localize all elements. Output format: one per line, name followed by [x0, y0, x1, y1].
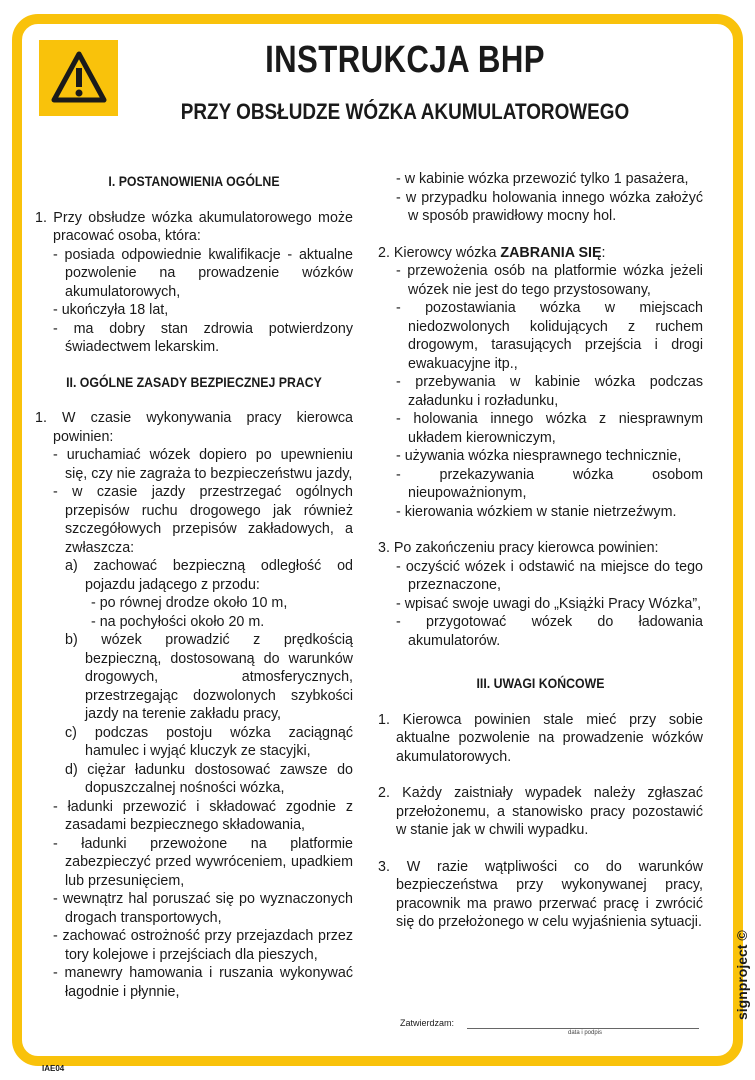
list-item: 3. Po zakończeniu pracy kierowca powinien:: [378, 540, 659, 556]
warning-box: [39, 40, 118, 116]
list-item: 3. W razie wątpliwości co do warunków bezpieczeństwa przy wykonywanej pracy, pracownik ma prawo przerwać pracę i zwrócić się do przełożonego w celu wyjaśnienia sytuacji.: [378, 858, 703, 930]
approve-label: Zatwierdzam:: [400, 1018, 455, 1028]
list-item: 1. Przy obsłudze wózka akumulatorowego może pracować osoba, która:: [35, 209, 353, 244]
list-item: - zachować ostrożność przy przejazdach przez tory kolejowe i przejściach dla pieszych,: [53, 928, 353, 963]
list-item: - przygotować wózek do ładowania akumulatorów.: [396, 614, 703, 649]
list-item: - posiada odpowiednie kwalifikacje - aktualne pozwolenie na prowadzenie wózków akumulatorowych,: [53, 246, 353, 300]
warning-triangle-icon: [51, 50, 107, 106]
section-3-title: III. UWAGI KOŃCOWE: [476, 675, 605, 691]
forbidden-label: ZABRANIA SIĘ: [500, 244, 602, 261]
list-item: c) podczas postoju wózka zaciągnąć hamulec i wyjąć kluczyk ze stacyjki,: [65, 724, 353, 759]
list-item: - wewnątrz hal poruszać się po wyznaczonych drogach transportowych,: [53, 891, 353, 926]
list-item: - używania wózka niesprawnego technicznie,: [396, 448, 682, 464]
signature-line: [467, 1028, 699, 1029]
list-item: 2. Kierowcy wózka ZABRANIA SIĘ:: [378, 244, 606, 261]
list-item: 1. Kierowca powinien stale mieć przy sobie aktualne pozwolenie na prowadzenie wózków akumulatorowych.: [378, 711, 703, 765]
list-item: d) ciężar ładunku dostosować zawsze do dopuszczalnej nośności wózka,: [65, 761, 353, 796]
list-item: a) zachować bezpieczną odległość od pojazdu jadącego z przodu:: [65, 558, 353, 593]
section-2-title: II. OGÓLNE ZASADY BEZPIECZNEJ PRACY: [66, 373, 322, 390]
list-item: - po równej drodze około 10 m,: [91, 595, 288, 611]
list-item: - w kabinie wózka przewozić tylko 1 pasażera,: [396, 171, 689, 187]
list-item: - holowania innego wózka z niesprawnym układem kierowniczym,: [396, 411, 703, 446]
list-item: b) wózek prowadzić z prędkością bezpieczną, dostosowaną do warunków drogowych, atmosferycznych, przestrzegając dozwolonych szybkości jazdy na terenie zakładu pracy,: [65, 632, 353, 722]
list-item: - w czasie jazdy przestrzegać ogólnych przepisów ruchu drogowego jak również szczegółowych przepisów zakładowych, a zwłaszcza:: [53, 484, 353, 556]
document-title: INSTRUKCJA BHP: [265, 39, 545, 81]
list-item: - oczyścić wózek i odstawić na miejsce do tego przeznaczone,: [396, 558, 703, 593]
list-item: - kierowania wózkiem w stanie nietrzeźwym.: [396, 503, 677, 520]
list-item: - uruchamiać wózek dopiero po upewnieniu się, czy nie zagraża to bezpieczeństwu jazdy,: [53, 447, 353, 482]
right-column: [378, 170, 703, 932]
list-item: 2. Każdy zaistniały wypadek należy zgłaszać przełożonemu, a stanowisko pracy pozostawić w stanie jak w chwili wypadku.: [378, 785, 703, 838]
list-item: - ukończyła 18 lat,: [53, 302, 169, 318]
list-item: - przekazywania wózka osobom nieupoważnionym,: [396, 466, 703, 501]
brand-mark: signproject ©: [734, 930, 750, 1020]
list-item: - w przypadku holowania innego wózka założyć w sposób prawidłowy mocny hol.: [396, 189, 703, 224]
list-item: - ma dobry stan zdrowia potwierdzony świadectwem lekarskim.: [53, 320, 353, 355]
list-item: 1. W czasie wykonywania pracy kierowca powinien:: [35, 410, 353, 445]
list-item: - ładunki przewożone na platformie zabezpieczyć przed wywróceniem, upadkiem lub przesunięciem,: [53, 835, 353, 889]
list-item: - pozostawiania wózka w miejscach niedozwolonych kolidujących z ruchem drogowym, tarasujących przejścia i drogi ewakuacyjne itp.,: [396, 300, 703, 372]
list-item: - przewożenia osób na platformie wózka jeżeli wózek nie jest do tego przystosowany,: [396, 263, 703, 298]
signature-caption: data i podpis: [567, 1030, 603, 1036]
left-column: [35, 170, 353, 1001]
list-item: - wpisać swoje uwagi do „Książki Pracy Wózka”,: [396, 595, 702, 612]
list-item: - na pochyłości około 20 m.: [91, 613, 265, 630]
list-item: - przebywania w kabinie wózka podczas załadunku i rozładunku,: [396, 374, 703, 409]
document-code: IAE04: [42, 1064, 65, 1073]
document-subtitle: PRZY OBSŁUDZE WÓZKA AKUMULATOROWEGO: [180, 99, 630, 124]
list-item: - ładunki przewozić i składować zgodnie z zasadami bezpiecznego składowania,: [53, 798, 353, 833]
section-1-title: I. POSTANOWIENIA OGÓLNE: [108, 173, 280, 189]
list-item: - manewry hamowania i ruszania wykonywać łagodnie i płynnie,: [53, 965, 353, 1000]
